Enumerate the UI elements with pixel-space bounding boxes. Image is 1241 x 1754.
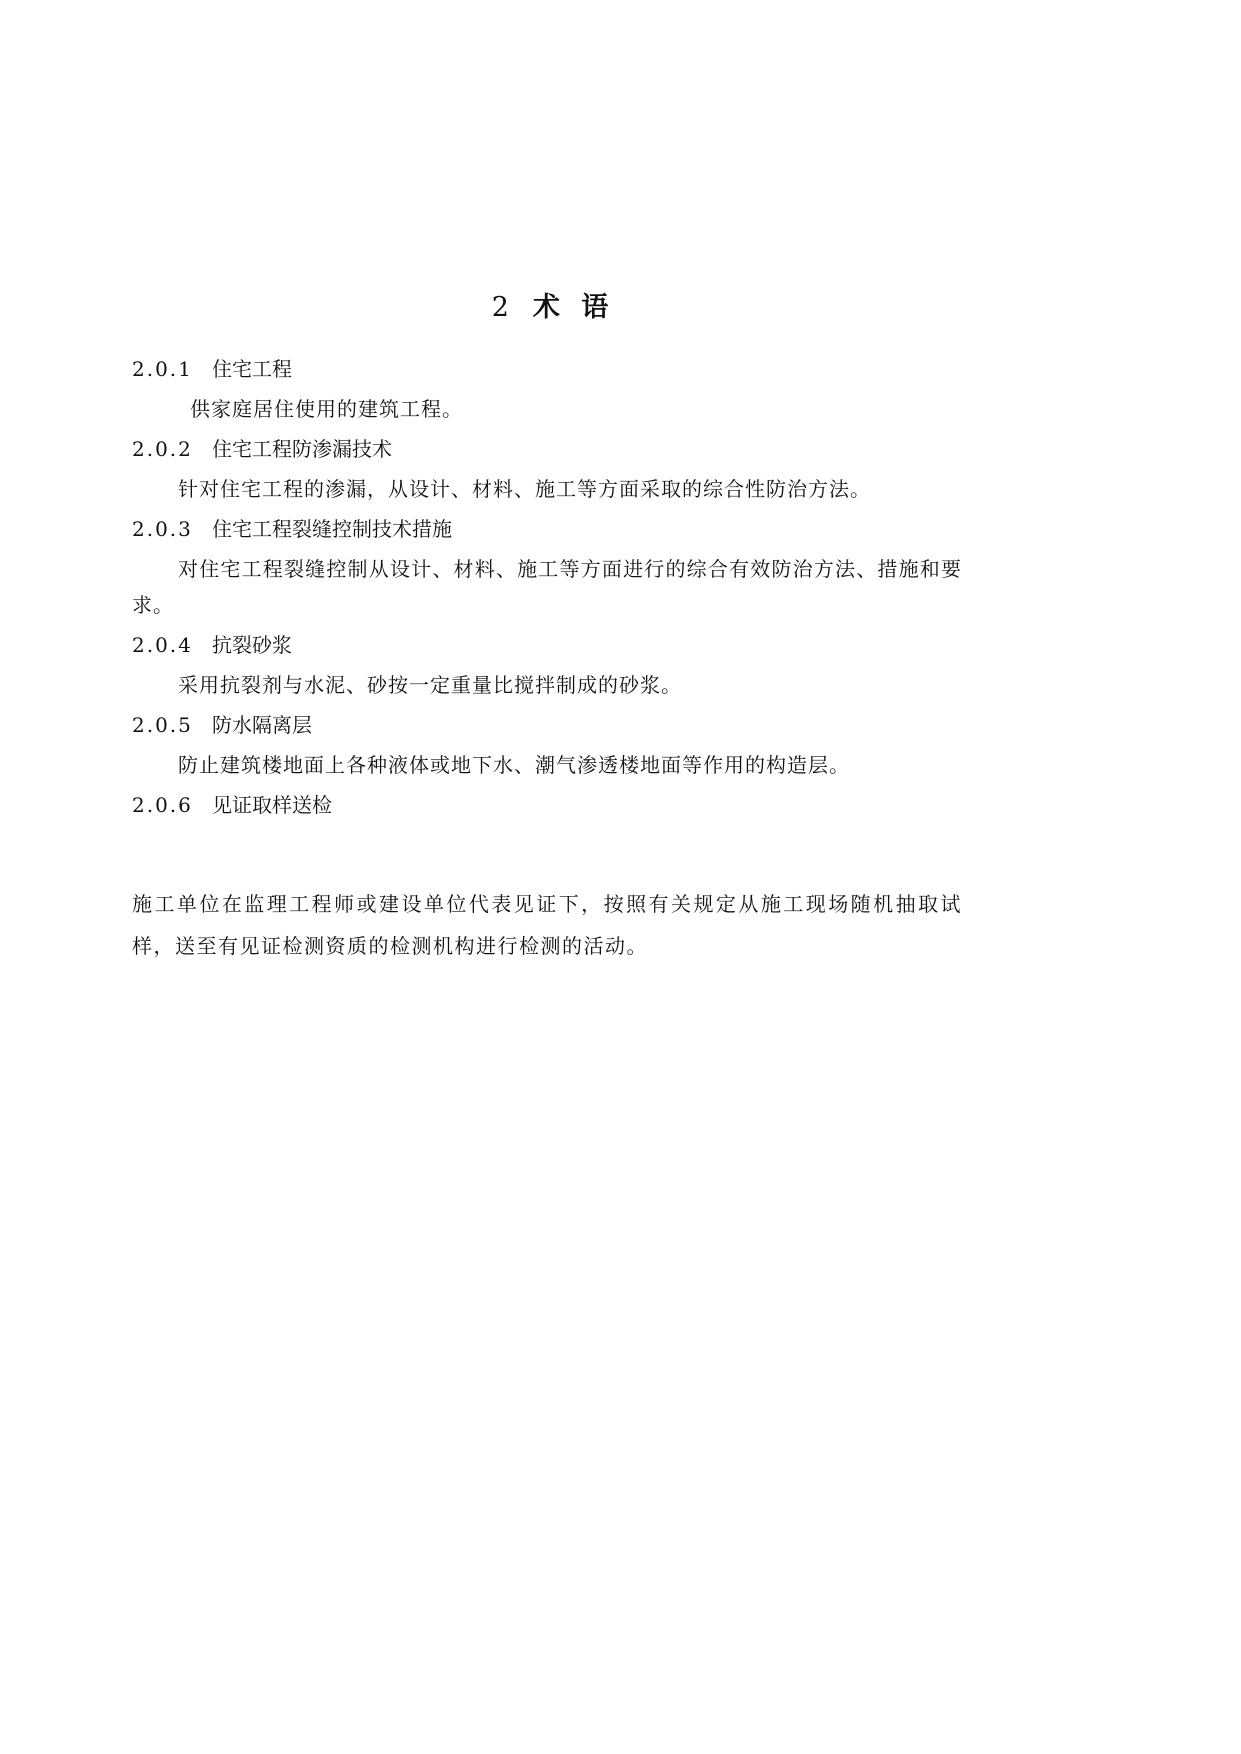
term-definition: 供家庭居住使用的建筑工程。 [190,397,463,421]
term-number: 2.0.1 [132,357,193,381]
chapter-number: 2 [491,292,515,323]
term-number: 2.0.2 [132,437,193,461]
term-number: 2.0.5 [132,713,193,737]
term-heading [132,787,962,823]
term-title: 防水隔离层 [212,713,312,737]
term-heading [132,351,962,387]
closing-paragraph: 施工单位在监理工程师或建设单位代表见证下，按照有关规定从施工现场随机抽取试样，送至有见证检测资质的检测机构进行检测的活动。 [132,892,962,958]
term-number: 2.0.3 [132,517,193,541]
term-definition: 针对住宅工程的渗漏，从设计、材料、施工等方面采取的综合性防治方法。 [178,477,871,501]
term-title: 抗裂砂浆 [212,633,292,657]
term-heading [132,707,962,743]
term-title: 住宅工程裂缝控制技术措施 [212,517,452,541]
term-title: 住宅工程 [212,357,292,381]
term-number: 2.0.6 [132,793,193,817]
term-definition: 防止建筑楼地面上各种液体或地下水、潮气渗透楼地面等作用的构造层。 [178,753,850,777]
term-definition: 采用抗裂剂与水泥、砂按一定重量比搅拌制成的砂浆。 [178,673,682,697]
term-heading [132,431,962,467]
term-heading [132,511,962,547]
term-title: 见证取样送检 [212,793,332,817]
term-number: 2.0.4 [132,633,193,657]
term-definition: 对住宅工程裂缝控制从设计、材料、施工等方面进行的综合有效防治方法、措施和要求。 [132,557,962,617]
chapter-title-text: 术 语 [532,292,615,323]
term-heading [132,627,962,663]
term-title: 住宅工程防渗漏技术 [212,437,392,461]
terms-list [132,351,962,827]
chapter-title [0,288,1106,328]
